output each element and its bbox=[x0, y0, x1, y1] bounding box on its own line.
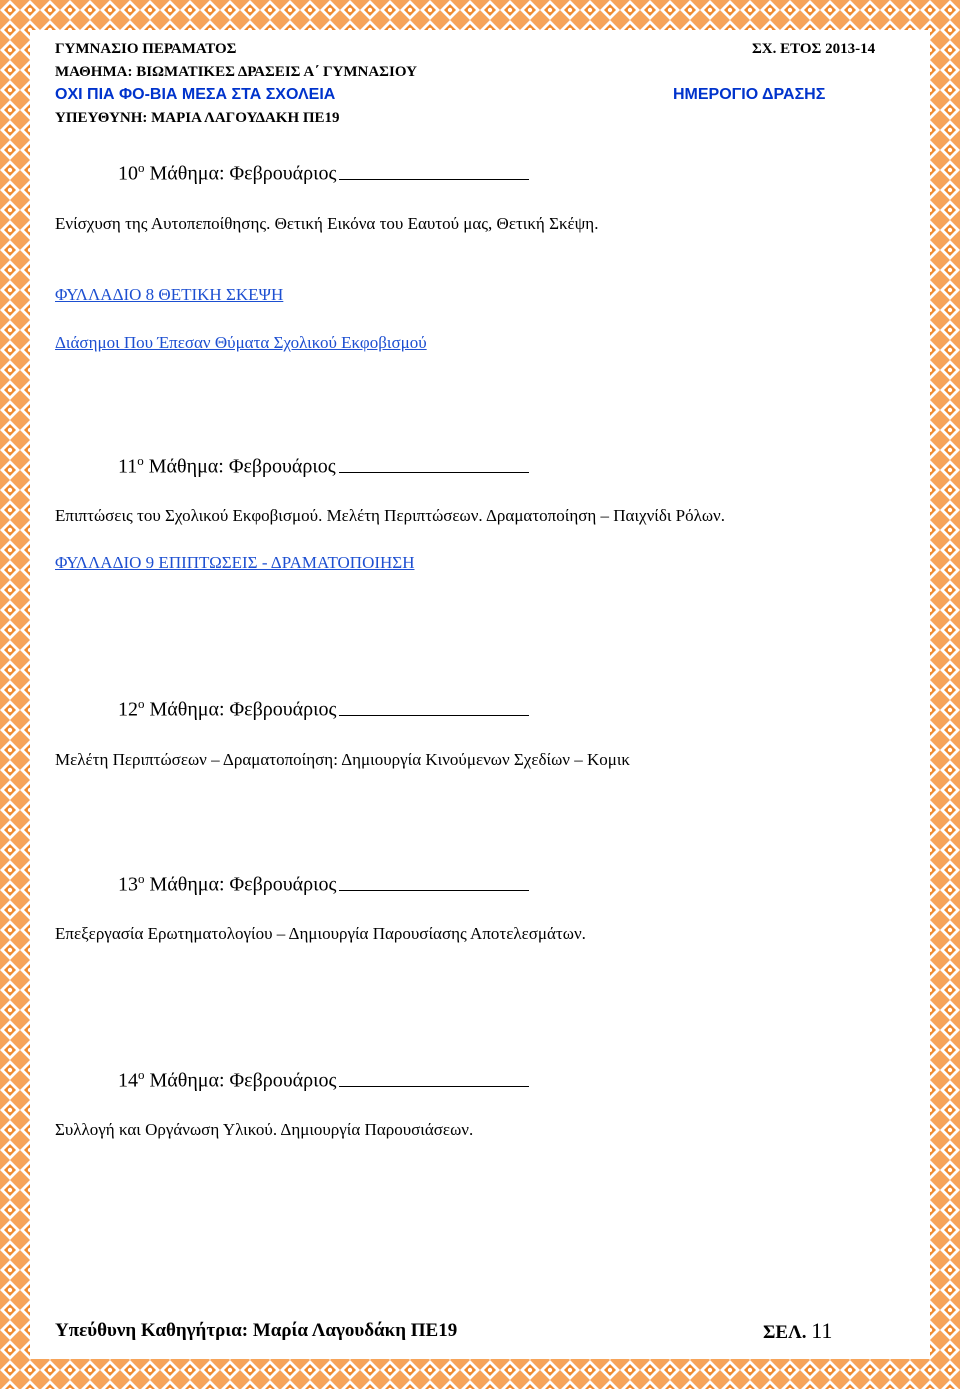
lesson-label: Μάθημα: Φεβρουάριος bbox=[149, 1069, 337, 1092]
header-year: ΣΧ. ΕΤΟΣ 2013-14 bbox=[752, 41, 876, 57]
lesson-description: Μελέτη Περιπτώσεων – Δραματοποίηση: Δημιουργία Κινούμενων Σχεδίων – Κομικ bbox=[55, 750, 630, 769]
lesson-heading bbox=[118, 1067, 529, 1093]
lesson-ordinal: ο bbox=[137, 453, 144, 468]
lesson-description: Επεξεργασία Ερωτηματολογίου – Δημιουργία Παρουσίασης Αποτελεσμάτων. bbox=[55, 924, 586, 943]
footer-page bbox=[763, 1318, 832, 1344]
lesson-ordinal: ο bbox=[138, 871, 145, 886]
lesson-heading bbox=[118, 453, 529, 479]
blank-line bbox=[339, 1068, 529, 1087]
page-number: 11 bbox=[811, 1318, 833, 1343]
footer-teacher: Υπεύθυνη Καθηγήτρια: Μαρία Λαγουδάκη ΠΕ19 bbox=[55, 1320, 458, 1341]
lesson-ordinal: ο bbox=[138, 160, 145, 175]
lesson-label: Μάθημα: Φεβρουάριος bbox=[148, 455, 336, 478]
handout-link[interactable]: ΦΥΛΛΑΔΙΟ 9 ΕΠΙΠΤΩΣΕΙΣ - ΔΡΑΜΑΤΟΠΟΙΗΣΗ bbox=[55, 553, 415, 572]
blank-line bbox=[339, 697, 529, 716]
lesson-number: 14 bbox=[118, 1069, 138, 1092]
lesson-number: 13 bbox=[118, 873, 138, 896]
handout-link[interactable]: ΦΥΛΛΑΔΙΟ 8 ΘΕΤΙΚΗ ΣΚΕΨΗ bbox=[55, 285, 284, 304]
famous-victims-link[interactable]: Διάσημοι Που Έπεσαν Θύματα Σχολικού Εκφοβισμού bbox=[55, 333, 427, 352]
header-project: ΟΧΙ ΠΙΑ ΦΟ-ΒΙΑ ΜΕΣΑ ΣΤΑ ΣΧΟΛΕΙΑ bbox=[55, 86, 336, 103]
lesson-label: Μάθημα: Φεβρουάριος bbox=[149, 698, 337, 721]
lesson-ordinal: ο bbox=[138, 1067, 145, 1082]
lesson-label: Μάθημα: Φεβρουάριος bbox=[149, 873, 337, 896]
blank-line bbox=[339, 161, 529, 180]
header-subject: ΜΑΘΗΜΑ: ΒΙΩΜΑΤΙΚΕΣ ΔΡΑΣΕΙΣ Α΄ ΓΥΜΝΑΣΙΟΥ bbox=[55, 64, 417, 80]
lesson-heading bbox=[118, 160, 529, 186]
blank-line bbox=[339, 454, 529, 473]
lesson-description: Συλλογή και Οργάνωση Υλικού. Δημιουργία Παρουσιάσεων. bbox=[55, 1120, 474, 1139]
lesson-label: Μάθημα: Φεβρουάριος bbox=[149, 162, 337, 185]
blank-line bbox=[339, 872, 529, 891]
lesson-heading bbox=[118, 871, 529, 897]
page-label: ΣΕΛ. bbox=[763, 1322, 807, 1343]
lesson-description: Επιπτώσεις του Σχολικού Εκφοβισμού. Μελέτη Περιπτώσεων. Δραματοποίηση – Παιχνίδι Ρόλων. bbox=[55, 506, 725, 525]
header-school: ΓΥΜΝΑΣΙΟ ΠΕΡΑΜΑΤΟΣ bbox=[55, 41, 237, 57]
header-diary: ΗΜΕΡΟΓΙΟ ΔΡΑΣΗΣ bbox=[673, 86, 826, 103]
lesson-number: 12 bbox=[118, 698, 138, 721]
lesson-ordinal: ο bbox=[138, 696, 145, 711]
lesson-heading bbox=[118, 696, 529, 722]
lesson-description: Ενίσχυση της Αυτοπεποίθησης. Θετική Εικόνα του Εαυτού μας, Θετική Σκέψη. bbox=[55, 214, 599, 233]
lesson-number: 10 bbox=[118, 162, 138, 185]
lesson-number: 11 bbox=[118, 455, 138, 478]
header-responsible: ΥΠΕΥΘΥΝΗ: ΜΑΡΙΑ ΛΑΓΟΥΔΑΚΗ ΠΕ19 bbox=[55, 110, 340, 126]
